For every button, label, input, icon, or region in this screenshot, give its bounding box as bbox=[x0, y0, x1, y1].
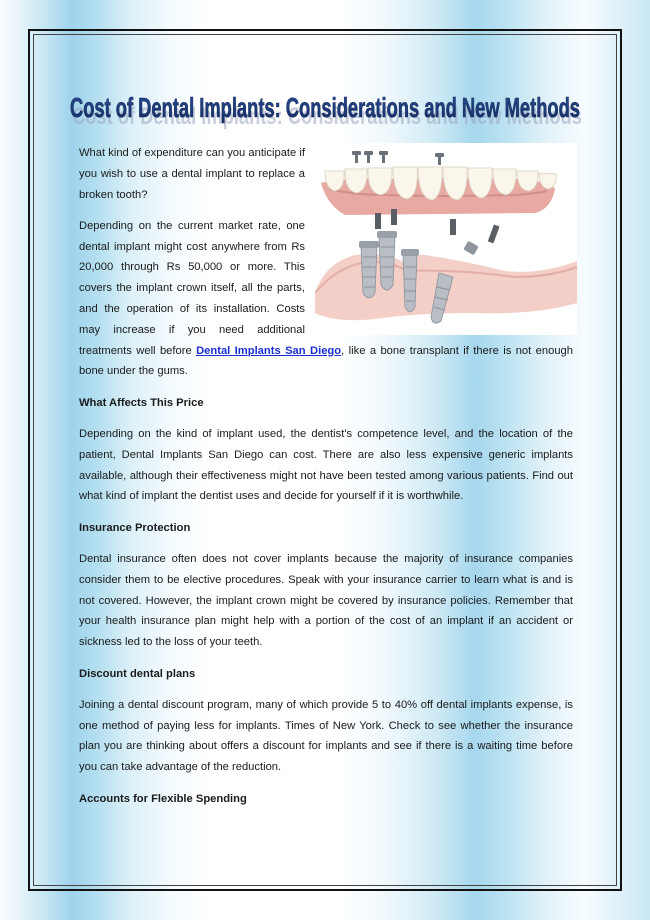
section-heading: Discount dental plans bbox=[79, 667, 196, 680]
article-body bbox=[79, 143, 573, 820]
intro-paragraph-1: What kind of expenditure can you anticipate if you wish to use a dental implant to replace a broken tooth? bbox=[79, 147, 305, 201]
section-paragraph: Depending on the kind of implant used, the dentist's competence level, and the location of the patient, Dental Implants San Diego can cost. There are also less expensive generic implants available, although their effectiveness might not have been tested among various patients. Find out what kind of implant the dentist uses and decide for yourself if it is worthwhile. bbox=[79, 428, 573, 503]
page-title bbox=[60, 86, 590, 130]
section-heading: What Affects This Price bbox=[79, 396, 204, 409]
dental-implants-san-diego-link[interactable]: Dental Implants San Diego bbox=[196, 344, 342, 357]
section-paragraph: Joining a dental discount program, many of which provide 5 to 40% off dental implants expense, is one method of paying less for implants. Times of New York. Check to see whether the insurance plan you are thinking about offers a discount for implants and see if there is a waiting time before you can take advantage of the reduction. bbox=[79, 698, 573, 774]
section-heading: Accounts for Flexible Spending bbox=[79, 792, 247, 805]
intro-paragraph-2-tail: , like a bone transplant if there is not enough bone under the gums. bbox=[79, 344, 573, 378]
title-art bbox=[60, 86, 590, 130]
section-heading: Insurance Protection bbox=[79, 521, 191, 534]
title-shadow: Cost of Dental Implants: Considerations and New Methods bbox=[72, 103, 583, 130]
intro-paragraph-2-text: Depending on the current market rate, one dental implant might cost anywhere from Rs 20,000 through Rs 50,000 or more. This covers the implant crown itself, all the parts, and the operation of its installation. Costs may increase if you need additional treatments well before bbox=[79, 219, 305, 357]
dental-implants-illustration-icon bbox=[315, 143, 577, 335]
title-text: Cost of Dental Implants: Considerations and New Methods bbox=[70, 92, 580, 123]
section-paragraph: Dental insurance often does not cover implants because the majority of insurance companies consider them to be elective procedures. Speak with your insurance carrier to learn what is and is not covered. However, the implant crown might be covered by insurance policies. Remember that your health insurance plan might help with a portion of the cost of an implant if an accident or sickness led to the loss of your teeth. bbox=[79, 553, 573, 649]
